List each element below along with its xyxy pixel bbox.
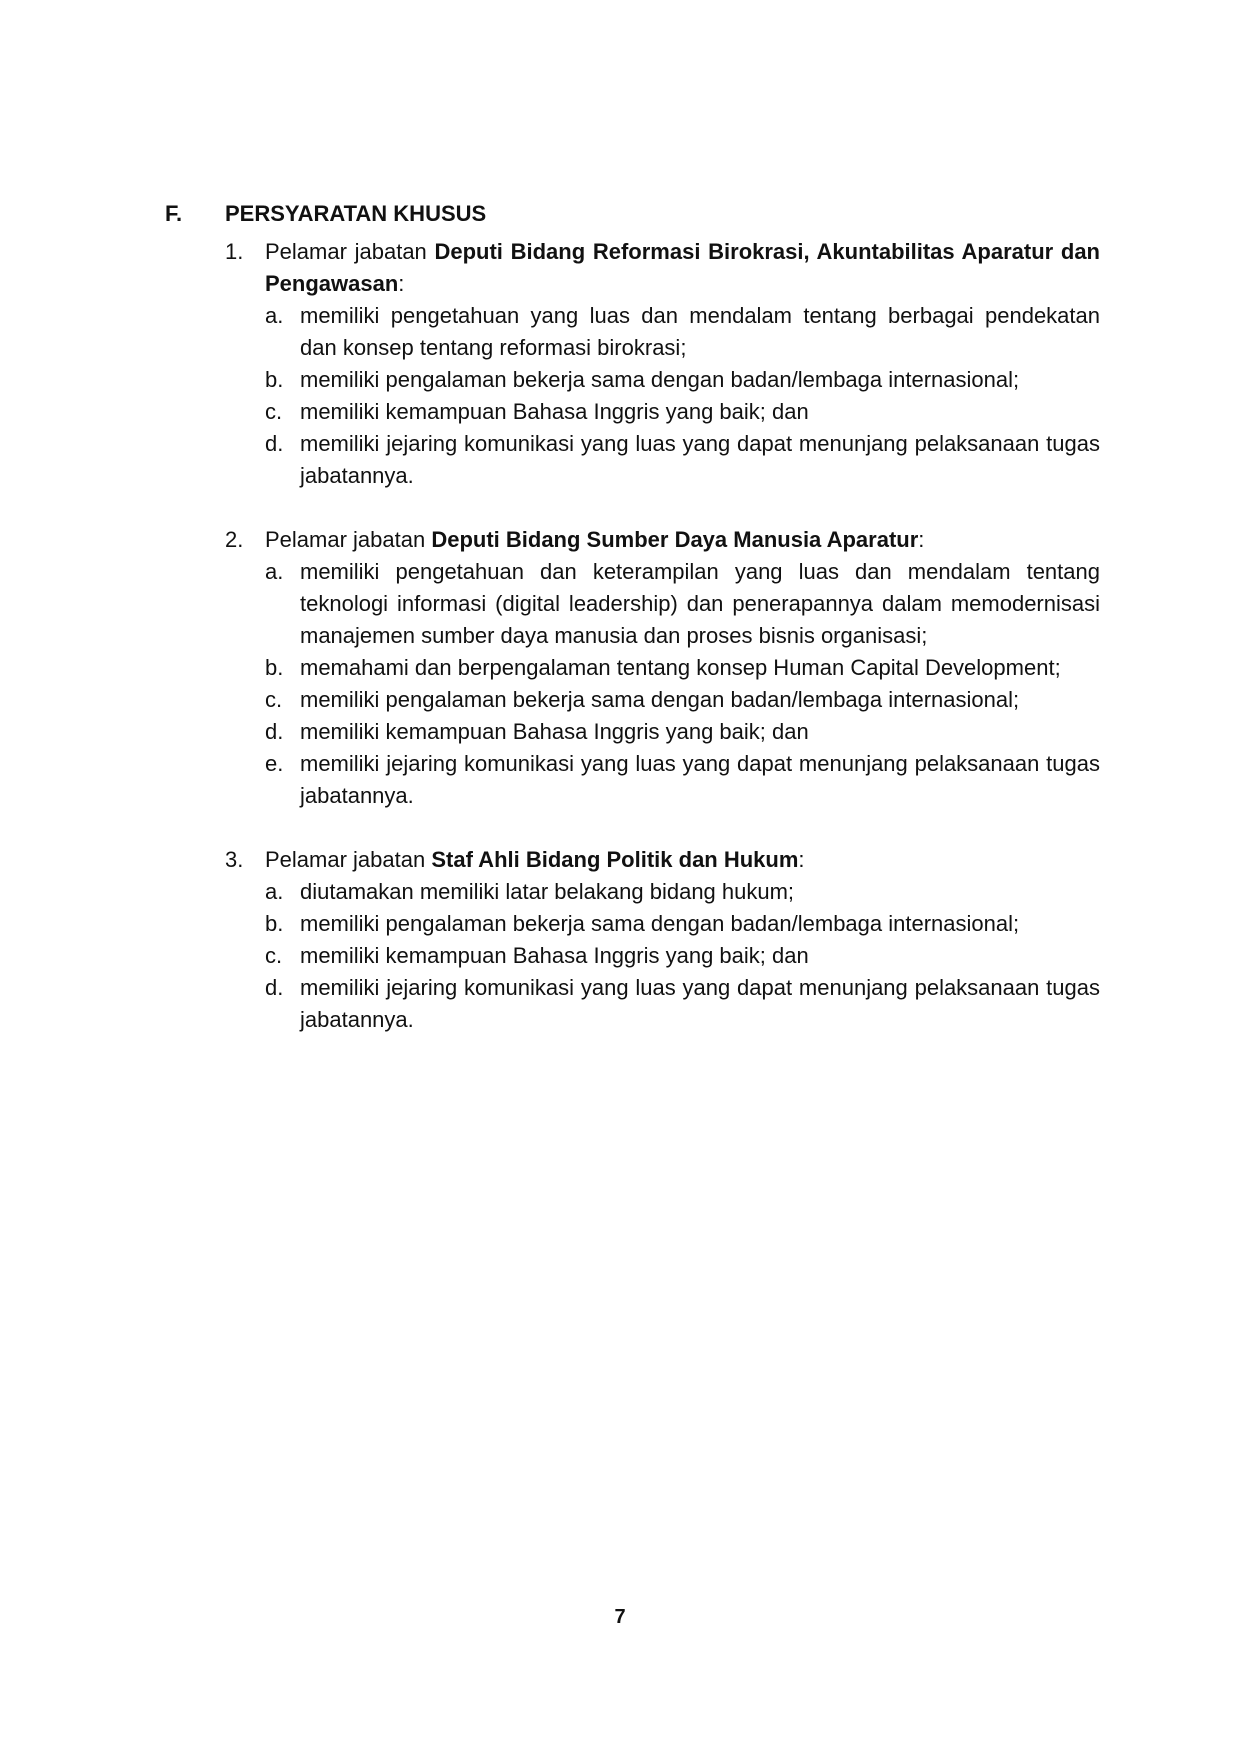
sub-requirement	[265, 972, 1100, 1036]
sub-text: memiliki pengetahuan yang luas dan mendalam tentang berbagai pendekatan dan konsep tentang reformasi birokrasi;	[300, 303, 1100, 360]
sub-text: memiliki pengalaman bekerja sama dengan badan/lembaga internasional;	[300, 687, 1020, 712]
requirement-number: 1.	[225, 239, 244, 264]
requirements-list	[165, 236, 1100, 1036]
sub-letter: b.	[265, 911, 284, 936]
requirement-number: 2.	[225, 527, 244, 552]
section-letter: F.	[165, 201, 183, 226]
section-heading	[165, 198, 1100, 230]
position-title: Deputi Bidang Sumber Daya Manusia Aparatur	[431, 527, 919, 552]
requirement-intro	[265, 524, 1100, 556]
page-number: 7	[614, 1606, 626, 1628]
requirement-2	[165, 524, 1100, 812]
sub-requirement	[265, 940, 1100, 972]
requirement-3	[165, 844, 1100, 1036]
section-title: PERSYARATAN KHUSUS	[225, 201, 487, 226]
requirement-1	[165, 236, 1100, 492]
sub-text: memiliki kemampuan Bahasa Inggris yang baik; dan	[300, 943, 809, 968]
requirement-number: 3.	[225, 847, 244, 872]
sub-requirements	[265, 556, 1100, 812]
sub-letter: d.	[265, 975, 284, 1000]
intro-suffix: :	[918, 527, 925, 552]
sub-requirement	[265, 364, 1100, 396]
sub-letter: e.	[265, 751, 284, 776]
intro-prefix: Pelamar jabatan	[265, 527, 432, 552]
sub-requirement	[265, 300, 1100, 364]
intro-suffix: :	[798, 847, 805, 872]
sub-letter: c.	[265, 687, 283, 712]
sub-letter: d.	[265, 431, 284, 456]
sub-letter: d.	[265, 719, 284, 744]
sub-text: memiliki kemampuan Bahasa Inggris yang baik; dan	[300, 399, 809, 424]
sub-requirement	[265, 876, 1100, 908]
requirement-intro	[265, 236, 1100, 300]
sub-text: memiliki pengalaman bekerja sama dengan badan/lembaga internasional;	[300, 911, 1020, 936]
sub-text: memiliki kemampuan Bahasa Inggris yang baik; dan	[300, 719, 809, 744]
sub-requirement	[265, 716, 1100, 748]
sub-requirement	[265, 652, 1100, 684]
intro-prefix: Pelamar jabatan	[265, 847, 432, 872]
position-title: Staf Ahli Bidang Politik dan Hukum	[431, 847, 799, 872]
sub-requirement	[265, 428, 1100, 492]
intro-suffix: :	[398, 271, 405, 296]
sub-letter: a.	[265, 303, 284, 328]
sub-requirement	[265, 748, 1100, 812]
sub-requirement	[265, 556, 1100, 652]
sub-letter: b.	[265, 655, 284, 680]
sub-text: memiliki jejaring komunikasi yang luas yang dapat menunjang pelaksanaan tugas jabatannya.	[300, 431, 1100, 488]
sub-text: memiliki pengalaman bekerja sama dengan badan/lembaga internasional;	[300, 367, 1020, 392]
sub-requirements	[265, 300, 1100, 492]
requirement-intro	[265, 844, 1100, 876]
sub-text: memahami dan berpengalaman tentang konsep Human Capital Development;	[300, 655, 1061, 680]
sub-letter: b.	[265, 367, 284, 392]
position-title: Deputi Bidang Reformasi Birokrasi, Akuntabilitas Aparatur dan Pengawasan	[265, 239, 1100, 296]
sub-letter: a.	[265, 879, 284, 904]
sub-requirement	[265, 684, 1100, 716]
section-special-requirements	[165, 198, 1100, 1068]
sub-text: memiliki jejaring komunikasi yang luas yang dapat menunjang pelaksanaan tugas jabatannya.	[300, 975, 1100, 1032]
sub-letter: a.	[265, 559, 284, 584]
sub-letter: c.	[265, 943, 283, 968]
sub-requirements	[265, 876, 1100, 1036]
sub-text: memiliki jejaring komunikasi yang luas yang dapat menunjang pelaksanaan tugas jabatannya.	[300, 751, 1100, 808]
sub-text: memiliki pengetahuan dan keterampilan yang luas dan mendalam tentang teknologi informasi (digital leadership) dan penerapannya dalam memodernisasi manajemen sumber daya manusia dan proses bisnis organisasi;	[300, 559, 1100, 648]
intro-prefix: Pelamar jabatan	[265, 239, 435, 264]
sub-letter: c.	[265, 399, 283, 424]
sub-requirement	[265, 396, 1100, 428]
sub-text: diutamakan memiliki latar belakang bidang hukum;	[300, 879, 795, 904]
sub-requirement	[265, 908, 1100, 940]
